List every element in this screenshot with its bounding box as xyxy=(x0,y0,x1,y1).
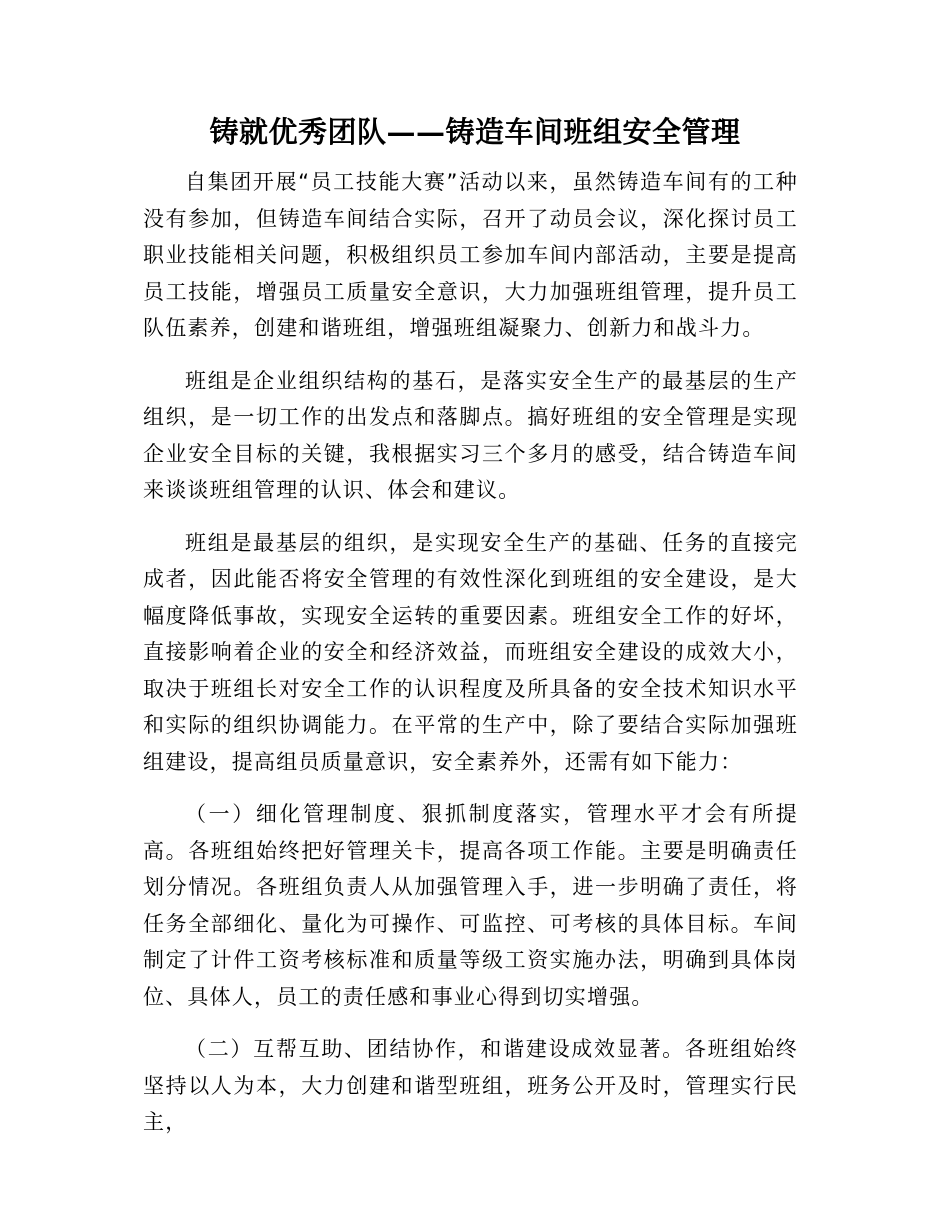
paragraph-2: 班组是企业组织结构的基石，是落实安全生产的最基层的生产组织，是一切工作的出发点和落脚点。搞好班组的安全管理是实现企业安全目标的关键，我根据实习三个多月的感受，结合铸造车间来谈谈班组管理的认识、体会和建议。 xyxy=(143,368,798,502)
paragraph-5: （二）互帮互助、团结协作，和谐建设成效显著。各班组始终坚持以人为本，大力创建和谐型班组，班务公开及时，管理实行民主， xyxy=(143,1037,798,1134)
document-title: 铸就优秀团队——铸造车间班组安全管理 xyxy=(209,115,741,149)
paragraph-1: 自集团开展“员工技能大赛”活动以来，虽然铸造车间有的工种没有参加，但铸造车间结合实际，召开了动员会议，深化探讨员工职业技能相关问题，积极组织员工参加车间内部活动，主要是提高员工技能，增强员工质量安全意识，大力加强班组管理，提升员工队伍素养，创建和谐班组，增强班组凝聚力、创新力和战斗力。 xyxy=(143,170,798,340)
paragraph-4: （一）细化管理制度、狠抓制度落实，管理水平才会有所提高。各班组始终把好管理关卡，提高各项工作能。主要是明确责任划分情况。各班组负责人从加强管理入手，进一步明确了责任，将任务全部细化、量化为可操作、可监控、可考核的具体目标。车间制定了计件工资考核标准和质量等级工资实施办法，明确到具体岗位、具体人，员工的责任感和事业心得到切实增强。 xyxy=(143,802,798,1009)
paragraph-3: 班组是最基层的组织，是实现安全生产的基础、任务的直接完成者，因此能否将安全管理的有效性深化到班组的安全建设，是大幅度降低事故，实现安全运转的重要因素。班组安全工作的好坏，直接影响着企业的安全和经济效益，而班组安全建设的成效大小，取决于班组长对安全工作的认识程度及所具备的安全技术知识水平和实际的组织协调能力。在平常的生产中，除了要结合实际加强班组建设，提高组员质量意识，安全素养外，还需有如下能力： xyxy=(143,530,798,774)
document-body xyxy=(143,164,798,1157)
